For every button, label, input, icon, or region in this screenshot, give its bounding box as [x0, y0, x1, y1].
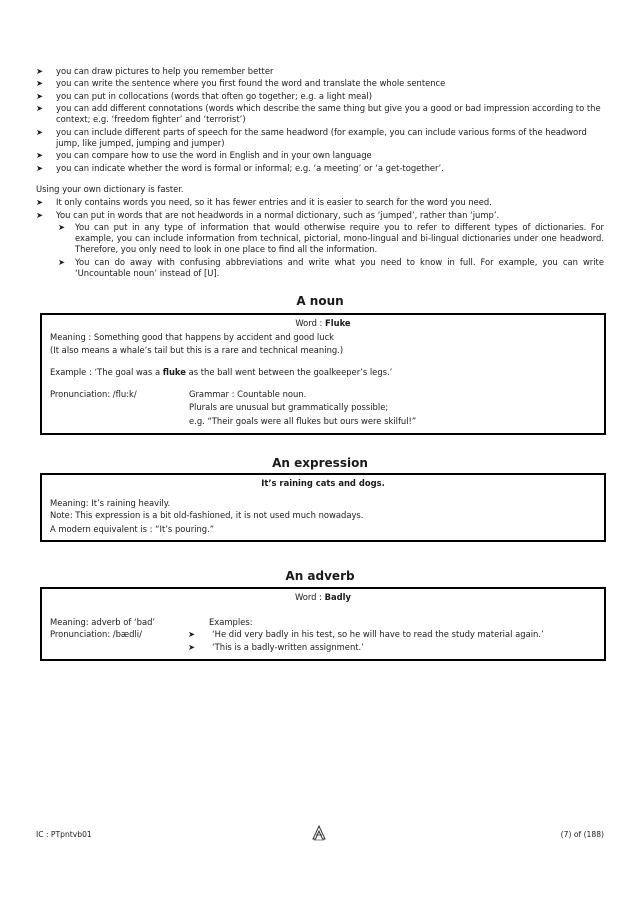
arrow-bullet-icon: ➤: [36, 78, 44, 89]
arrow-bullet-icon: ➤: [58, 221, 66, 232]
adverb-heading: An adverb: [285, 569, 355, 584]
headword: Fluke: [325, 318, 351, 329]
noun-entry-box: [40, 313, 606, 434]
expression-modern: A modern equivalent is : “It’s pouring.”: [50, 524, 215, 535]
list-item: ➤ You can put in any type of information that would otherwise require you to refer to different types of dictionaries. For example, you can include information from technical, pictorial, mono-lingual and bi-lingual dictionaries under one headword. Therefore, you only need to look in one place to find all the information.: [58, 221, 604, 255]
adverb-meaning: Meaning: adverb of ‘bad’: [50, 616, 156, 627]
noun-meaning: Meaning : Something good that happens by accident and good luck: [50, 332, 335, 343]
list-item: ➤ you can draw pictures to help you remember better: [36, 66, 274, 76]
adverb-details-row: [50, 617, 596, 655]
noun-example: Example : ‘The goal was a fluke as the ball went between the goalkeeper’s legs.’: [50, 366, 393, 377]
faster-sub-list: [58, 222, 604, 279]
list-item: ➤ You can do away with confusing abbreviations and write what you need to know in full. For example, you can write ‘Uncountable noun’ instead of [U].: [58, 256, 604, 278]
page-footer: [36, 829, 604, 845]
expression-heading: An expression: [272, 455, 368, 470]
list-item: ➤ you can write the sentence where you first found the word and translate the whole sentence: [36, 78, 446, 89]
adverb-examples-list: [188, 629, 596, 653]
list-item: ➤ you can put in collocations (words that often go together; e.g. a light meal): [36, 90, 372, 101]
arrow-bullet-icon: ➤: [36, 126, 44, 137]
arrow-bullet-icon: ➤: [188, 628, 196, 639]
arrow-bullet-icon: ➤: [36, 197, 44, 208]
noun-pron-grammar-row: [50, 389, 596, 428]
noun-word-line: Word : Fluke: [295, 318, 351, 329]
list-item: ➤ You can put in words that are not headwords in a normal dictionary, such as ‘jumped’, rather than ‘jump’.: [36, 209, 500, 220]
page-content: [36, 66, 604, 661]
faster-intro: Using your own dictionary is faster.: [36, 183, 184, 194]
arrow-bullet-icon: ➤: [188, 641, 196, 652]
noun-heading: A noun: [296, 294, 344, 309]
adverb-examples-label: Examples:: [209, 616, 253, 627]
logo-icon: [311, 825, 327, 841]
list-item: ➤ you can add different connotations (words which describe the same thing but give you a good or bad impression according to the context; e.g. ‘freedom fighter’ and ‘terrorist’): [36, 103, 601, 125]
arrow-bullet-icon: ➤: [36, 90, 44, 101]
list-item: ➤ you can compare how to use the word in English and in your own language: [36, 150, 372, 161]
noun-eg: e.g. “Their goals were all flukes but ours were skilful!”: [189, 416, 417, 427]
headword: Badly: [324, 592, 352, 603]
arrow-bullet-icon: ➤: [58, 256, 66, 267]
expression-entry-box: [40, 473, 606, 543]
expression-title: It’s raining cats and dogs.: [261, 477, 385, 488]
adverb-word-line: Word : Badly: [294, 592, 352, 603]
noun-grammar: Grammar : Countable noun.: [189, 388, 307, 399]
expression-note: Note: This expression is a bit old-fashioned, it is not used much nowadays.: [50, 509, 364, 520]
adverb-entry-box: [40, 587, 606, 661]
noun-also-meaning: (It also means a whale’s tail but this is a rare and technical meaning.): [50, 344, 344, 355]
own-dictionary-tips-list: [36, 66, 604, 174]
faster-reasons-list: [36, 197, 604, 221]
example-headword: fluke: [162, 366, 186, 377]
arrow-bullet-icon: ➤: [36, 103, 44, 114]
list-item: ➤ It only contains words you need, so it has fewer entries and it is easier to search for the word you need.: [36, 197, 492, 208]
noun-pronunciation: Pronunciation: /flu:k/: [50, 388, 137, 399]
arrow-bullet-icon: ➤: [36, 209, 44, 220]
document-code: IC : PTpntvb01: [36, 830, 92, 839]
noun-plurals: Plurals are unusual but grammatically possible;: [189, 402, 389, 413]
list-item: ➤ ‘This is a badly-written assignment.’: [188, 641, 364, 652]
list-item: ➤ ‘He did very badly in his test, so he will have to read the study material again.’: [188, 628, 544, 639]
adverb-pronunciation: Pronunciation: /bædli/: [50, 628, 142, 639]
arrow-bullet-icon: ➤: [36, 150, 44, 161]
arrow-bullet-icon: ➤: [36, 66, 44, 76]
list-item: ➤ you can include different parts of speech for the same headword (for example, you can include various forms of the headword jump, like jumped, jumping and jumper): [36, 126, 587, 148]
list-item: ➤ you can indicate whether the word is formal or informal; e.g. ‘a meeting’ or ‘a get-together’.: [36, 162, 444, 173]
arrow-bullet-icon: ➤: [36, 162, 44, 173]
page-number: (7) of (188): [560, 830, 604, 839]
expression-meaning: Meaning: It’s raining heavily.: [50, 497, 171, 508]
